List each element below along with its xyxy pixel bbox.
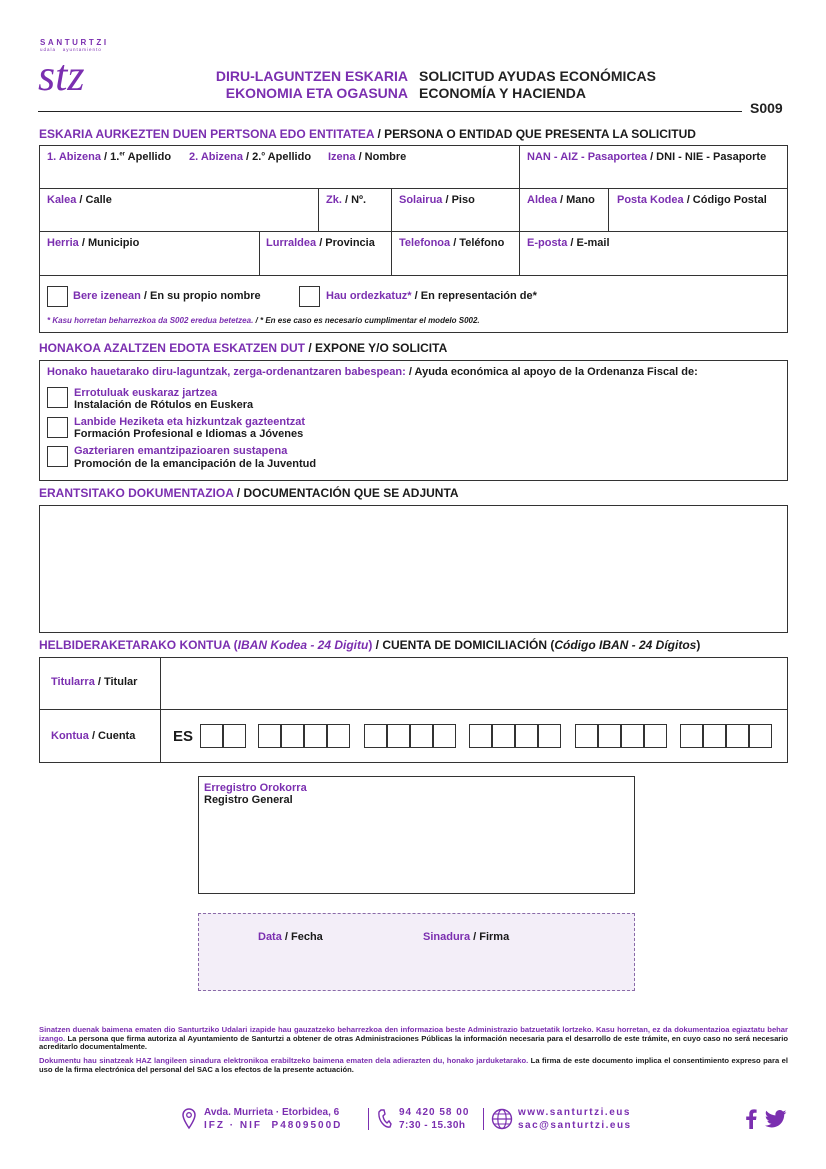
id-label-es: / DNI - NIE - Pasaporte xyxy=(647,151,767,163)
name-label-es: / Nombre xyxy=(355,151,407,163)
account-label xyxy=(51,730,135,742)
name-label-eu: Izena xyxy=(328,151,356,163)
iban-digit-box[interactable] xyxy=(364,724,387,748)
floor-label-eu: Solairua xyxy=(399,194,443,206)
option-label-es: Formación Profesional e Idiomas a Jóvenes xyxy=(74,428,304,440)
signature-box[interactable] xyxy=(198,913,635,991)
email-label-eu: E-posta xyxy=(527,237,568,249)
iban-digit-box[interactable] xyxy=(258,724,281,748)
bank-title-es-end: ) xyxy=(696,638,701,652)
iban-digit-box[interactable] xyxy=(281,724,304,748)
iban-digit-box[interactable] xyxy=(575,724,598,748)
iban-digit-box[interactable] xyxy=(726,724,749,748)
col-divider xyxy=(318,188,319,231)
side-label-es: / Mano xyxy=(556,194,595,206)
representation-label-es: / En representación de* xyxy=(411,290,537,302)
option-label-eu: Gazteriaren emantzipazioaren sustapena xyxy=(74,445,288,457)
representation-label xyxy=(326,290,537,302)
footer-divider xyxy=(368,1108,369,1130)
bank-title-es: / CUENTA DE DOMICILIACIÓN ( xyxy=(372,638,555,652)
col-divider xyxy=(519,145,520,188)
town-field[interactable] xyxy=(47,237,139,249)
holder-input[interactable] xyxy=(161,658,787,709)
surname1-field[interactable] xyxy=(47,151,171,163)
holder-label-es: / Titular xyxy=(94,676,138,688)
applicant-title-eu: ESKARIA AURKEZTEN DUEN PERTSONA EDO ENTITATEA xyxy=(39,127,375,141)
option-label-eu: Lanbide Heziketa eta hizkuntzak gazteentzat xyxy=(74,416,306,428)
street-field[interactable] xyxy=(47,194,112,206)
bank-title-eu-italic: IBAN Kodea - 24 Digitu xyxy=(237,638,369,652)
footer-web[interactable]: www.santurtzi.eus xyxy=(518,1107,631,1118)
date-label xyxy=(258,931,323,943)
account-label-es: / Cuenta xyxy=(88,730,136,742)
representation-checkbox[interactable] xyxy=(299,286,320,307)
request-title-eu: HONAKOA AZALTZEN EDOTA ESKATZEN DUT xyxy=(39,341,305,355)
own-name-label-es: / En su propio nombre xyxy=(140,290,261,302)
account-label-eu: Kontua xyxy=(51,730,89,742)
option-checkbox-formacion[interactable] xyxy=(47,417,68,438)
facebook-icon[interactable] xyxy=(745,1109,757,1129)
docs-textarea[interactable] xyxy=(39,505,788,633)
date-label-eu: Data xyxy=(258,931,282,943)
legal-p1-es: La persona que firma autoriza al Ayuntamiento de Santurtzi a obtener de otras Administraciones Públicas la información necesaria para el desarrollo de este trámite, en cuyo caso no será necesario acreditarlo documentalmente. xyxy=(39,1033,788,1052)
iban-digit-box[interactable] xyxy=(749,724,772,748)
representation-label-eu: Hau ordezkatuz* xyxy=(326,290,412,302)
option-checkbox-emancipacion[interactable] xyxy=(47,446,68,467)
province-label-eu: Lurraldea xyxy=(266,237,317,249)
holder-label xyxy=(51,676,137,688)
twitter-icon[interactable] xyxy=(765,1110,787,1128)
iban-digit-box[interactable] xyxy=(387,724,410,748)
legal-consent-text xyxy=(39,1026,788,1052)
id-document-field[interactable] xyxy=(527,151,766,163)
iban-digit-box[interactable] xyxy=(703,724,726,748)
col-divider xyxy=(391,188,392,275)
phone-icon xyxy=(376,1108,392,1130)
logo-stz-mark xyxy=(38,52,122,100)
province-field[interactable] xyxy=(266,237,375,249)
number-label-es: / Nº. xyxy=(341,194,367,206)
request-intro xyxy=(47,366,698,378)
applicant-title-es: / PERSONA O ENTIDAD QUE PRESENTA LA SOLICITUD xyxy=(374,127,696,141)
logo-sub: udala ayuntamiento xyxy=(40,47,102,52)
number-label-eu: Zk. xyxy=(326,194,342,206)
surname1-label-es2: Apellido xyxy=(125,151,172,163)
bank-row-divider xyxy=(39,709,788,710)
note-eu: * Kasu horretan beharrezkoa da S002 eredua betetzea. xyxy=(47,316,254,325)
phone-label-es: / Teléfono xyxy=(450,237,505,249)
iban-digit-box[interactable] xyxy=(304,724,327,748)
iban-digit-box[interactable] xyxy=(598,724,621,748)
row-divider xyxy=(39,275,788,276)
row-divider xyxy=(39,231,788,232)
bank-title-eu-end: ) xyxy=(368,638,373,652)
surname2-label-es: / 2. xyxy=(243,151,262,163)
name-field[interactable] xyxy=(328,151,406,163)
number-field[interactable] xyxy=(326,194,366,206)
surname2-field[interactable] xyxy=(189,151,311,163)
zip-label-es: / Código Postal xyxy=(683,194,767,206)
own-name-checkbox[interactable] xyxy=(47,286,68,307)
option-checkbox-rotulos[interactable] xyxy=(47,387,68,408)
globe-icon xyxy=(491,1108,513,1130)
street-label-es: / Calle xyxy=(76,194,112,206)
signature-label xyxy=(423,931,509,943)
footer-phone[interactable]: 94 420 58 00 xyxy=(399,1107,470,1118)
zip-label-eu: Posta Kodea xyxy=(617,194,684,206)
iban-country: ES xyxy=(173,728,194,745)
street-label-eu: Kalea xyxy=(47,194,77,206)
col-divider xyxy=(259,231,260,275)
bank-section-title xyxy=(39,638,700,652)
legal-p2-eu: Dokumentu hau sinatzeak HAZ langileen sinadura elektronikoa erabiltzeko baimena ematen dela adierazten du, honako jarduketarako. xyxy=(39,1056,529,1065)
iban-digit-box[interactable] xyxy=(621,724,644,748)
surname1-label-eu: 1. Abizena xyxy=(47,151,101,163)
request-title-es: / EXPONE Y/O SOLICITA xyxy=(304,341,448,355)
legal-p1-eu: Sinatzen duenak baimena ematen dio Santurtziko Udalari izapide hau gauzatzeko beharrezkoa den informazioa beste Administrazio batzuetatik lortzeko. Kasu horretan, ez da dokumentazioa egiaztatu behar izango. xyxy=(39,1025,788,1043)
logo-mark-text: stz xyxy=(38,52,85,100)
phone-label-eu: Telefonoa xyxy=(399,237,451,249)
bank-title-eu: HELBIDERAKETARAKO KONTUA ( xyxy=(39,638,238,652)
request-intro-eu: Honako hauetarako diru-laguntzak, zerga-ordenantzaren babespean: xyxy=(47,366,406,378)
iban-digit-box[interactable] xyxy=(469,724,492,748)
surname2-label-es2: Apellido xyxy=(265,151,312,163)
email-field[interactable] xyxy=(527,237,610,249)
floor-field[interactable] xyxy=(399,194,475,206)
option-label-es: Instalación de Rótulos en Euskera xyxy=(74,399,254,411)
col-divider xyxy=(519,188,520,275)
note-es: / * En ese caso es necesario cumplimentar el modelo S002. xyxy=(253,316,480,325)
registry-label-eu: Erregistro Orokorra xyxy=(204,782,307,794)
location-pin-icon xyxy=(182,1108,196,1130)
own-name-label-eu: Bere izenean xyxy=(73,290,141,302)
request-intro-es: / Ayuda económica al apoyo de la Ordenanza Fiscal de: xyxy=(405,366,698,378)
logo xyxy=(38,38,122,100)
form-code: S009 xyxy=(750,100,783,116)
legal-signature-text xyxy=(39,1057,788,1074)
footer-hours: 7:30 - 15.30h xyxy=(399,1120,466,1131)
iban-digit-box[interactable] xyxy=(492,724,515,748)
zip-field[interactable] xyxy=(617,194,767,206)
footer-address: Avda. Murrieta · Etorbidea, 6 xyxy=(204,1107,340,1118)
s002-note xyxy=(47,316,480,325)
side-field[interactable] xyxy=(527,194,595,206)
iban-digit-box[interactable] xyxy=(433,724,456,748)
own-name-label xyxy=(73,290,261,302)
iban-digit-box[interactable] xyxy=(223,724,246,748)
floor-label-es: / Piso xyxy=(442,194,475,206)
footer-divider xyxy=(483,1108,484,1130)
title-eu: DIRU-LAGUNTZEN ESKARIA xyxy=(215,68,408,84)
signature-label-eu: Sinadura xyxy=(423,931,471,943)
legal-p2-es: La firma de este documento implica el consentimiento expreso para el uso de la firma electrónica del personal del SAC a los efectos de la presente actuación. xyxy=(39,1056,788,1074)
signature-label-es: / Firma xyxy=(470,931,510,943)
footer-nif: IFZ · NIF P4809500D xyxy=(204,1120,343,1131)
date-label-es: / Fecha xyxy=(281,931,323,943)
option-label-es: Promoción de la emancipación de la Juventud xyxy=(74,458,317,470)
province-label-es: / Provincia xyxy=(316,237,375,249)
email-label-es: / E-mail xyxy=(567,237,610,249)
header-rule xyxy=(38,111,742,112)
dept-eu: EKONOMIA ETA OGASUNA xyxy=(225,85,408,101)
applicant-section-title xyxy=(39,127,696,141)
id-label-eu: NAN - AIZ - Pasaportea xyxy=(527,151,648,163)
docs-title-es: / DOCUMENTACIÓN QUE SE ADJUNTA xyxy=(233,486,459,500)
surname2-label-eu: 2. Abizena xyxy=(189,151,243,163)
request-section-title xyxy=(39,341,447,355)
dept-es: ECONOMÍA Y HACIENDA xyxy=(419,85,586,101)
iban-digit-box[interactable] xyxy=(644,724,667,748)
iban-digit-box[interactable] xyxy=(410,724,433,748)
iban-digit-box[interactable] xyxy=(200,724,223,748)
col-divider xyxy=(608,188,609,231)
logo-town: SANTURTZI xyxy=(40,38,109,47)
row-divider xyxy=(39,188,788,189)
surname2-sup: o xyxy=(261,151,266,158)
town-label-es: / Municipio xyxy=(78,237,140,249)
iban-digit-box[interactable] xyxy=(327,724,350,748)
iban-digit-box[interactable] xyxy=(680,724,703,748)
option-label-eu: Errotuluak euskaraz jartzea xyxy=(74,387,218,399)
title-es: SOLICITUD AYUDAS ECONÓMICAS xyxy=(419,68,656,84)
footer-email[interactable]: sac@santurtzi.eus xyxy=(518,1120,632,1131)
docs-section-title xyxy=(39,486,459,500)
docs-title-eu: ERANTSITAKO DOKUMENTAZIOA xyxy=(39,486,234,500)
phone-field[interactable] xyxy=(399,237,504,249)
surname1-label-es: / 1. xyxy=(101,151,120,163)
surname1-sup: er xyxy=(119,151,126,158)
bank-title-es-italic: Código IBAN - 24 Dígitos xyxy=(554,638,697,652)
iban-digit-box[interactable] xyxy=(538,724,561,748)
iban-digit-box[interactable] xyxy=(515,724,538,748)
town-label-eu: Herria xyxy=(47,237,79,249)
registry-label-es: Registro General xyxy=(204,794,293,806)
side-label-eu: Aldea xyxy=(527,194,557,206)
holder-label-eu: Titularra xyxy=(51,676,95,688)
